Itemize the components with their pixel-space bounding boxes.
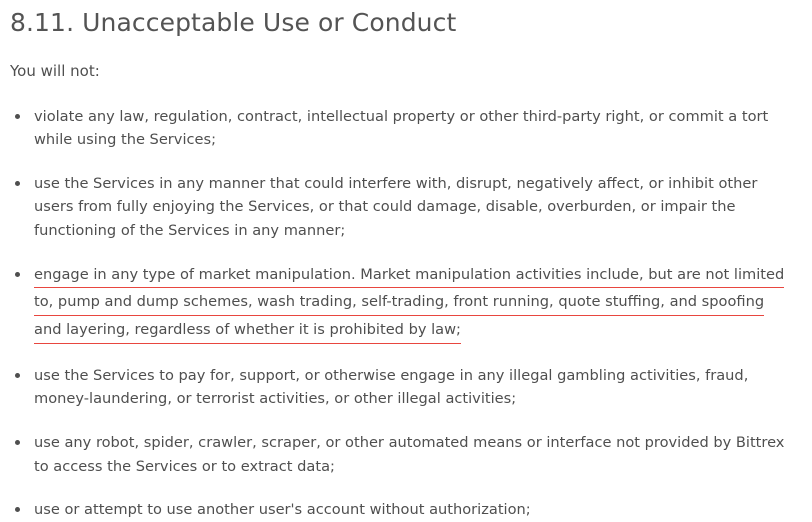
clause-line: use the Services to pay for, support, or otherwise engage in any illegal gambling activities, fraud, — [34, 366, 749, 384]
clause-line: violate any law, regulation, contract, intellectual property or other third-party right, or commit a tort — [34, 107, 769, 125]
page-title: 8.11. Unacceptable Use or Conduct — [10, 8, 457, 37]
clause-line: to access the Services or to extract data; — [34, 457, 335, 475]
clause-line: use or attempt to use another user's account without authorization; — [34, 501, 531, 519]
list-item — [10, 498, 798, 522]
clause-line: use any robot, spider, crawler, scraper, or other automated means or interface not provided by Bittrex — [34, 433, 785, 451]
list-item — [10, 364, 798, 411]
list-item-highlighted — [10, 263, 798, 344]
list-item — [10, 431, 798, 478]
clause-line: users from fully enjoying the Services, or that could damage, disable, overburden, or impair the — [34, 198, 736, 216]
clause-line: while using the Services; — [34, 131, 217, 149]
clause-line: use the Services in any manner that could interfere with, disrupt, negatively affect, or inhibit other — [34, 174, 758, 192]
clause-line: functioning of the Services in any manner; — [34, 222, 346, 240]
clause-line: engage in any type of market manipulation. Market manipulation activities include, but are not limited — [34, 263, 784, 289]
clause-line: and layering, regardless of whether it is prohibited by law; — [34, 318, 461, 344]
clause-line: to, pump and dump schemes, wash trading, self-trading, front running, quote stuffing, and spoofing — [34, 290, 764, 316]
clause-line: money-laundering, or terrorist activities, or other illegal activities; — [34, 390, 517, 408]
clause-list — [10, 105, 798, 522]
intro-text: You will not: — [10, 62, 100, 80]
list-item — [10, 105, 798, 152]
list-item — [10, 172, 798, 243]
